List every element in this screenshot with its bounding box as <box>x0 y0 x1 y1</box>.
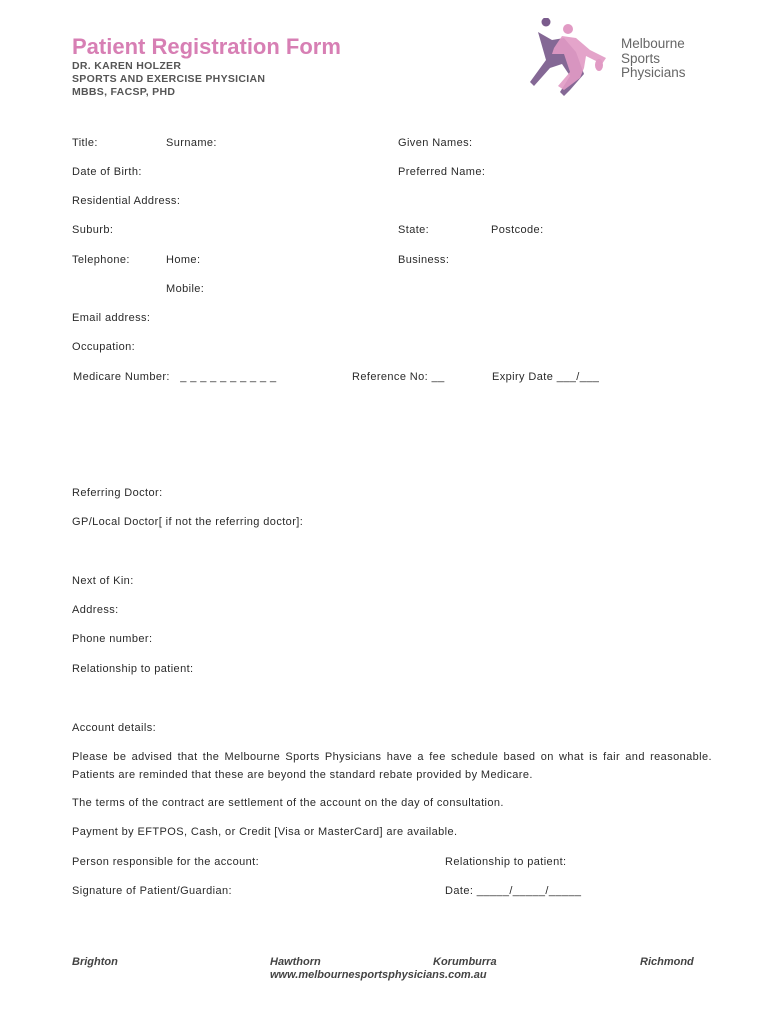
business-phone-label: Business: <box>398 254 450 266</box>
responsible-person-label: Person responsible for the account: <box>72 856 260 868</box>
payment-methods-text: Payment by EFTPOS, Cash, or Credit [Visa or MasterCard] are available. <box>72 826 458 838</box>
logo-line-3: Physicians <box>621 65 686 80</box>
kin-address-label: Address: <box>72 604 119 616</box>
doctor-specialty: SPORTS AND EXERCISE PHYSICIAN <box>72 73 266 85</box>
next-of-kin-label: Next of Kin: <box>72 575 134 587</box>
given-names-label: Given Names: <box>398 137 473 149</box>
kin-relationship-label: Relationship to patient: <box>72 663 194 675</box>
telephone-label: Telephone: <box>72 254 130 266</box>
logo-line-1: Melbourne <box>621 36 685 51</box>
medicare-number-label: Medicare Number: _ _ _ _ _ _ _ _ _ _ <box>73 371 277 383</box>
footer-location-richmond: Richmond <box>640 956 694 968</box>
title-label: Title: <box>72 137 98 149</box>
doctor-qualifications: MBBS, FACSP, PHD <box>72 86 176 98</box>
footer-location-brighton: Brighton <box>72 956 118 968</box>
state-label: State: <box>398 224 430 236</box>
footer-website-link[interactable]: www.melbournesportsphysicians.com.au <box>270 969 487 981</box>
referring-doctor-label: Referring Doctor: <box>72 487 163 499</box>
preferred-name-label: Preferred Name: <box>398 166 486 178</box>
gp-label: GP/Local Doctor[ if not the referring doctor]: <box>72 516 304 528</box>
date-label: Date: _____/_____/_____ <box>445 885 582 897</box>
surname-label: Surname: <box>166 137 217 149</box>
suburb-label: Suburb: <box>72 224 114 236</box>
mobile-label: Mobile: <box>166 283 205 295</box>
email-label: Email address: <box>72 312 151 324</box>
occupation-label: Occupation: <box>72 341 136 353</box>
doctor-name: DR. KAREN HOLZER <box>72 60 182 72</box>
expiry-date-label: Expiry Date ___/___ <box>492 371 600 383</box>
form-title: Patient Registration Form <box>72 34 341 59</box>
account-details-heading: Account details: <box>72 722 157 734</box>
home-phone-label: Home: <box>166 254 201 266</box>
account-relationship-label: Relationship to patient: <box>445 856 567 868</box>
logo-line-2: Sports <box>621 50 661 66</box>
residential-address-label: Residential Address: <box>72 195 181 207</box>
kin-phone-label: Phone number: <box>72 633 153 645</box>
logo-wordmark <box>621 37 686 81</box>
dob-label: Date of Birth: <box>72 166 142 178</box>
footer-location-korumburra: Korumburra <box>433 956 497 968</box>
postcode-label: Postcode: <box>491 224 544 236</box>
settlement-terms-text: The terms of the contract are settlement of the account on the day of consultation. <box>72 797 504 809</box>
reference-number-label: Reference No: __ <box>352 371 445 383</box>
signature-label: Signature of Patient/Guardian: <box>72 885 232 897</box>
footer-location-hawthorn: Hawthorn <box>270 956 321 968</box>
fee-schedule-paragraph: Please be advised that the Melbourne Sports Physicians have a fee schedule based on what is fair and reasonable. Patients are reminded that these are beyond the standard rebate provided by Medicare. <box>72 751 712 781</box>
